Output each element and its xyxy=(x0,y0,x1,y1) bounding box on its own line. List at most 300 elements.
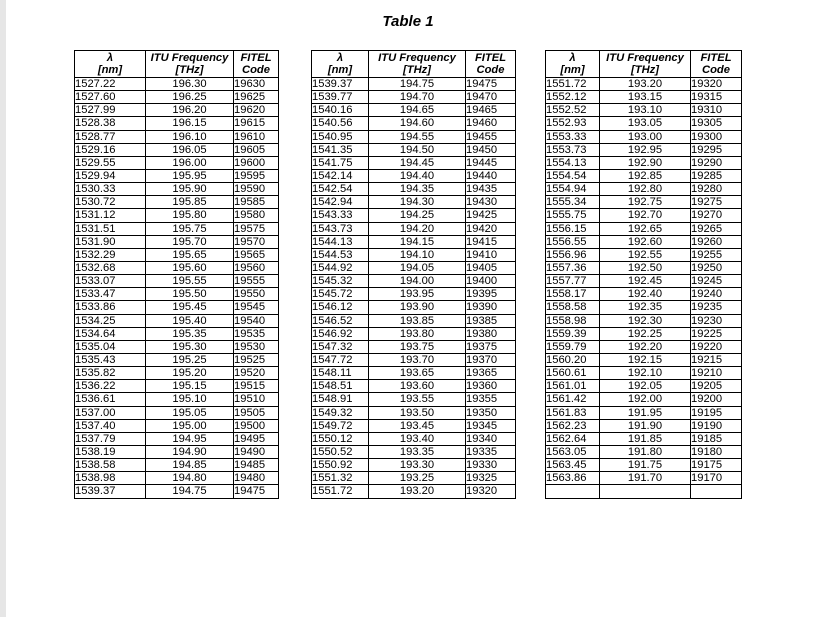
table-row xyxy=(312,406,516,419)
wavelength-cell: 1545.32 xyxy=(312,275,369,288)
table-row xyxy=(312,472,516,485)
wavelength-cell: 1528.38 xyxy=(75,117,146,130)
fitel-code-cell: 19620 xyxy=(234,104,279,117)
fitel-code-cell: 19330 xyxy=(466,459,516,472)
frequency-cell: 192.30 xyxy=(600,314,691,327)
frequency-cell: 192.25 xyxy=(600,327,691,340)
header-lambda: λ [nm] xyxy=(75,51,146,78)
frequency-cell: 192.00 xyxy=(600,393,691,406)
wavelength-cell: 1551.72 xyxy=(546,78,600,91)
wavelength-cell: 1535.43 xyxy=(75,353,146,366)
fitel-code-cell: 19250 xyxy=(691,261,742,274)
table-row xyxy=(75,130,279,143)
fitel-code-cell: 19560 xyxy=(234,261,279,274)
wavelength-cell: 1540.16 xyxy=(312,104,369,117)
table-row xyxy=(75,209,279,222)
frequency-cell: 193.50 xyxy=(369,406,466,419)
header-itu-frequency: ITU Frequency [THz] xyxy=(600,51,691,78)
wavelength-cell: 1536.61 xyxy=(75,393,146,406)
fitel-code-cell: 19535 xyxy=(234,327,279,340)
frequency-cell: 192.15 xyxy=(600,353,691,366)
table-row xyxy=(546,196,742,209)
frequency-cell xyxy=(600,485,691,498)
fitel-code-cell: 19390 xyxy=(466,301,516,314)
wavelength-cell: 1544.53 xyxy=(312,248,369,261)
wavelength-cell: 1539.77 xyxy=(312,91,369,104)
wavelength-cell: 1557.77 xyxy=(546,275,600,288)
fitel-code-cell: 19275 xyxy=(691,196,742,209)
frequency-cell: 193.45 xyxy=(369,419,466,432)
wavelength-cell: 1533.86 xyxy=(75,301,146,314)
wavelength-cell: 1553.33 xyxy=(546,130,600,143)
fitel-code-cell: 19485 xyxy=(234,459,279,472)
table-row xyxy=(546,472,742,485)
table-row xyxy=(75,183,279,196)
table-row xyxy=(546,235,742,248)
frequency-cell: 193.75 xyxy=(369,340,466,353)
table-row xyxy=(75,380,279,393)
fitel-code-cell: 19350 xyxy=(466,406,516,419)
frequency-cell: 192.60 xyxy=(600,235,691,248)
wavelength-cell: 1527.60 xyxy=(75,91,146,104)
frequency-cell: 192.80 xyxy=(600,183,691,196)
table-row xyxy=(312,261,516,274)
fitel-code-cell: 19320 xyxy=(691,78,742,91)
table-row xyxy=(546,353,742,366)
fitel-code-cell: 19170 xyxy=(691,472,742,485)
frequency-cell: 195.45 xyxy=(146,301,234,314)
table-row xyxy=(75,445,279,458)
frequency-cell: 194.90 xyxy=(146,445,234,458)
wavelength-cell: 1563.05 xyxy=(546,445,600,458)
fitel-code-cell: 19400 xyxy=(466,275,516,288)
table-row xyxy=(75,353,279,366)
table-row xyxy=(546,380,742,393)
fitel-code-cell: 19555 xyxy=(234,275,279,288)
table-row xyxy=(75,196,279,209)
wavelength-cell: 1536.22 xyxy=(75,380,146,393)
fitel-code-cell: 19230 xyxy=(691,314,742,327)
fitel-code-cell: 19195 xyxy=(691,406,742,419)
fitel-code-cell: 19590 xyxy=(234,183,279,196)
wavelength-cell: 1556.96 xyxy=(546,248,600,261)
fitel-code-cell: 19385 xyxy=(466,314,516,327)
table-row xyxy=(312,222,516,235)
table-row xyxy=(312,380,516,393)
wavelength-cell: 1563.86 xyxy=(546,472,600,485)
wavelength-cell: 1527.22 xyxy=(75,78,146,91)
wavelength-cell: 1543.73 xyxy=(312,222,369,235)
wavelength-cell: 1538.19 xyxy=(75,445,146,458)
wavelength-cell: 1547.72 xyxy=(312,353,369,366)
frequency-cell: 196.05 xyxy=(146,143,234,156)
wavelength-cell: 1537.79 xyxy=(75,432,146,445)
table-row xyxy=(546,485,742,498)
wavelength-cell: 1556.55 xyxy=(546,235,600,248)
frequency-cell: 193.20 xyxy=(600,78,691,91)
wavelength-cell: 1561.83 xyxy=(546,406,600,419)
fitel-code-cell: 19615 xyxy=(234,117,279,130)
wavelength-cell: 1555.75 xyxy=(546,209,600,222)
wavelength-cell: 1542.54 xyxy=(312,183,369,196)
table-row xyxy=(546,130,742,143)
wavelength-cell: 1545.72 xyxy=(312,288,369,301)
wavelength-cell: 1535.04 xyxy=(75,340,146,353)
wavelength-cell: 1530.72 xyxy=(75,196,146,209)
wavelength-cell xyxy=(546,485,600,498)
frequency-cell: 191.95 xyxy=(600,406,691,419)
table-row xyxy=(546,275,742,288)
frequency-cell: 193.90 xyxy=(369,301,466,314)
frequency-cell: 191.70 xyxy=(600,472,691,485)
fitel-code-cell: 19260 xyxy=(691,235,742,248)
wavelength-cell: 1550.92 xyxy=(312,459,369,472)
table-row xyxy=(75,406,279,419)
fitel-code-cell: 19235 xyxy=(691,301,742,314)
wavelength-cell: 1533.47 xyxy=(75,288,146,301)
fitel-code-cell: 19570 xyxy=(234,235,279,248)
table-row xyxy=(312,445,516,458)
fitel-code-cell: 19305 xyxy=(691,117,742,130)
frequency-cell: 192.90 xyxy=(600,156,691,169)
frequency-cell: 195.80 xyxy=(146,209,234,222)
frequency-cell: 194.75 xyxy=(146,485,234,498)
fitel-code-cell: 19580 xyxy=(234,209,279,222)
wavelength-cell: 1554.94 xyxy=(546,183,600,196)
fitel-code-cell: 19425 xyxy=(466,209,516,222)
header-itu-frequency: ITU Frequency [THz] xyxy=(369,51,466,78)
table-row xyxy=(546,78,742,91)
fitel-code-cell: 19505 xyxy=(234,406,279,419)
fitel-code-cell: 19375 xyxy=(466,340,516,353)
fitel-code-cell: 19510 xyxy=(234,393,279,406)
header-fitel-code: FITEL Code xyxy=(466,51,516,78)
table-row xyxy=(546,209,742,222)
table-row xyxy=(312,459,516,472)
wavelength-cell: 1561.42 xyxy=(546,393,600,406)
table-row xyxy=(75,367,279,380)
wavelength-cell: 1559.39 xyxy=(546,327,600,340)
fitel-code-cell: 19285 xyxy=(691,169,742,182)
wavelength-cell: 1534.64 xyxy=(75,327,146,340)
frequency-cell: 193.05 xyxy=(600,117,691,130)
wavelength-cell: 1546.12 xyxy=(312,301,369,314)
fitel-code-cell: 19365 xyxy=(466,367,516,380)
table-row xyxy=(312,248,516,261)
table-row xyxy=(312,367,516,380)
header-fitel-code: FITEL Code xyxy=(691,51,742,78)
fitel-code-cell: 19175 xyxy=(691,459,742,472)
wavelength-cell: 1543.33 xyxy=(312,209,369,222)
fitel-code-cell: 19465 xyxy=(466,104,516,117)
fitel-code-cell: 19480 xyxy=(234,472,279,485)
table-title: Table 1 xyxy=(382,13,434,30)
wavelength-cell: 1538.98 xyxy=(75,472,146,485)
frequency-cell: 193.15 xyxy=(600,91,691,104)
fitel-code-cell: 19415 xyxy=(466,235,516,248)
table-row xyxy=(546,248,742,261)
fitel-code-cell: 19300 xyxy=(691,130,742,143)
table-row xyxy=(312,169,516,182)
wavelength-cell: 1554.54 xyxy=(546,169,600,182)
wavelength-cell: 1561.01 xyxy=(546,380,600,393)
table-row xyxy=(546,117,742,130)
wavelength-cell: 1533.07 xyxy=(75,275,146,288)
table-row xyxy=(75,91,279,104)
fitel-code-cell: 19335 xyxy=(466,445,516,458)
fitel-code-cell: 19325 xyxy=(466,472,516,485)
table-row xyxy=(546,301,742,314)
wavelength-cell: 1541.75 xyxy=(312,156,369,169)
table-row xyxy=(75,222,279,235)
wavelength-cell: 1557.36 xyxy=(546,261,600,274)
frequency-cell: 195.95 xyxy=(146,169,234,182)
wavelength-cell: 1559.79 xyxy=(546,340,600,353)
frequency-cell: 192.10 xyxy=(600,367,691,380)
fitel-code-cell: 19625 xyxy=(234,91,279,104)
frequency-cell: 194.00 xyxy=(369,275,466,288)
wavelength-cell: 1550.12 xyxy=(312,432,369,445)
frequency-cell: 195.10 xyxy=(146,393,234,406)
table-row xyxy=(312,301,516,314)
wavelength-cell: 1540.56 xyxy=(312,117,369,130)
fitel-code-cell: 19225 xyxy=(691,327,742,340)
table-row xyxy=(75,327,279,340)
frequency-cell: 193.10 xyxy=(600,104,691,117)
table-row xyxy=(75,235,279,248)
fitel-code-cell: 19470 xyxy=(466,91,516,104)
frequency-cell: 195.15 xyxy=(146,380,234,393)
frequency-cell: 195.25 xyxy=(146,353,234,366)
table-row xyxy=(546,459,742,472)
fitel-code-cell: 19435 xyxy=(466,183,516,196)
fitel-code-cell: 19380 xyxy=(466,327,516,340)
frequency-cell: 196.10 xyxy=(146,130,234,143)
frequency-cell: 195.35 xyxy=(146,327,234,340)
table-row xyxy=(312,104,516,117)
wavelength-cell: 1551.72 xyxy=(312,485,369,498)
fitel-code-cell: 19355 xyxy=(466,393,516,406)
table-row xyxy=(312,314,516,327)
frequency-cell: 191.75 xyxy=(600,459,691,472)
wavelength-cell: 1530.33 xyxy=(75,183,146,196)
frequency-cell: 193.85 xyxy=(369,314,466,327)
frequency-cell: 195.30 xyxy=(146,340,234,353)
fitel-code-cell: 19600 xyxy=(234,156,279,169)
wavelength-cell: 1548.11 xyxy=(312,367,369,380)
frequency-cell: 194.20 xyxy=(369,222,466,235)
fitel-code-cell: 19290 xyxy=(691,156,742,169)
table-row xyxy=(312,78,516,91)
wavelength-table-2 xyxy=(311,50,516,499)
table-row xyxy=(75,169,279,182)
frequency-cell: 192.05 xyxy=(600,380,691,393)
frequency-cell: 192.85 xyxy=(600,169,691,182)
fitel-code-cell: 19215 xyxy=(691,353,742,366)
table-row xyxy=(546,91,742,104)
wavelength-cell: 1544.13 xyxy=(312,235,369,248)
frequency-cell: 194.55 xyxy=(369,130,466,143)
table-row xyxy=(312,235,516,248)
frequency-cell: 194.85 xyxy=(146,459,234,472)
wavelength-cell: 1532.29 xyxy=(75,248,146,261)
frequency-cell: 196.30 xyxy=(146,78,234,91)
wavelength-cell: 1529.16 xyxy=(75,143,146,156)
wavelength-cell: 1563.45 xyxy=(546,459,600,472)
frequency-cell: 192.45 xyxy=(600,275,691,288)
fitel-code-cell: 19270 xyxy=(691,209,742,222)
frequency-cell: 195.50 xyxy=(146,288,234,301)
fitel-code-cell: 19500 xyxy=(234,419,279,432)
frequency-cell: 193.55 xyxy=(369,393,466,406)
table-row xyxy=(75,156,279,169)
wavelength-cell: 1552.12 xyxy=(546,91,600,104)
wavelength-cell: 1548.51 xyxy=(312,380,369,393)
fitel-code-cell: 19450 xyxy=(466,143,516,156)
table-row xyxy=(312,156,516,169)
wavelength-cell: 1546.92 xyxy=(312,327,369,340)
frequency-cell: 192.55 xyxy=(600,248,691,261)
table-row xyxy=(546,340,742,353)
frequency-cell: 194.05 xyxy=(369,261,466,274)
wavelength-cell: 1532.68 xyxy=(75,261,146,274)
fitel-code-cell: 19545 xyxy=(234,301,279,314)
table-row xyxy=(312,143,516,156)
wavelength-cell: 1531.12 xyxy=(75,209,146,222)
wavelength-cell: 1527.99 xyxy=(75,104,146,117)
table-row xyxy=(546,183,742,196)
wavelength-cell: 1560.61 xyxy=(546,367,600,380)
wavelength-cell: 1542.94 xyxy=(312,196,369,209)
fitel-code-cell: 19595 xyxy=(234,169,279,182)
fitel-code-cell: 19295 xyxy=(691,143,742,156)
fitel-code-cell: 19565 xyxy=(234,248,279,261)
wavelength-cell: 1553.73 xyxy=(546,143,600,156)
frequency-cell: 192.95 xyxy=(600,143,691,156)
fitel-code-cell: 19460 xyxy=(466,117,516,130)
fitel-code-cell: 19265 xyxy=(691,222,742,235)
table-row xyxy=(546,314,742,327)
fitel-code-cell: 19475 xyxy=(466,78,516,91)
table-row xyxy=(75,472,279,485)
frequency-cell: 194.70 xyxy=(369,91,466,104)
wavelength-cell: 1549.32 xyxy=(312,406,369,419)
frequency-cell: 195.75 xyxy=(146,222,234,235)
frequency-cell: 192.70 xyxy=(600,209,691,222)
wavelength-cell: 1552.52 xyxy=(546,104,600,117)
wavelength-cell: 1554.13 xyxy=(546,156,600,169)
frequency-cell: 195.05 xyxy=(146,406,234,419)
frequency-cell: 193.40 xyxy=(369,432,466,445)
frequency-cell: 194.10 xyxy=(369,248,466,261)
table-row xyxy=(75,261,279,274)
wavelength-cell: 1534.25 xyxy=(75,314,146,327)
fitel-code-cell: 19410 xyxy=(466,248,516,261)
wavelength-cell: 1558.98 xyxy=(546,314,600,327)
table-row xyxy=(75,419,279,432)
table-row xyxy=(75,340,279,353)
frequency-cell: 193.65 xyxy=(369,367,466,380)
table-row xyxy=(312,196,516,209)
frequency-cell: 192.35 xyxy=(600,301,691,314)
table-row xyxy=(312,353,516,366)
fitel-code-cell: 19310 xyxy=(691,104,742,117)
table-row xyxy=(312,209,516,222)
header-itu-frequency: ITU Frequency [THz] xyxy=(146,51,234,78)
table-row xyxy=(312,183,516,196)
frequency-cell: 193.80 xyxy=(369,327,466,340)
frequency-cell: 196.25 xyxy=(146,91,234,104)
frequency-cell: 193.20 xyxy=(369,485,466,498)
table-row xyxy=(546,432,742,445)
fitel-code-cell: 19420 xyxy=(466,222,516,235)
frequency-cell: 191.80 xyxy=(600,445,691,458)
wavelength-cell: 1552.93 xyxy=(546,117,600,130)
wavelength-cell: 1539.37 xyxy=(75,485,146,498)
fitel-code-cell: 19515 xyxy=(234,380,279,393)
fitel-code-cell: 19430 xyxy=(466,196,516,209)
fitel-code-cell: 19575 xyxy=(234,222,279,235)
wavelength-cell: 1537.00 xyxy=(75,406,146,419)
fitel-code-cell: 19530 xyxy=(234,340,279,353)
wavelength-cell: 1529.94 xyxy=(75,169,146,182)
table-row xyxy=(75,459,279,472)
frequency-cell: 193.35 xyxy=(369,445,466,458)
table-row xyxy=(75,485,279,498)
wavelength-cell: 1546.52 xyxy=(312,314,369,327)
fitel-code-cell: 19540 xyxy=(234,314,279,327)
header-lambda: λ [nm] xyxy=(312,51,369,78)
wavelength-cell: 1549.72 xyxy=(312,419,369,432)
table-row xyxy=(312,275,516,288)
fitel-code-cell: 19345 xyxy=(466,419,516,432)
wavelength-cell: 1562.23 xyxy=(546,419,600,432)
fitel-code-cell: 19395 xyxy=(466,288,516,301)
table-row xyxy=(75,275,279,288)
fitel-code-cell: 19280 xyxy=(691,183,742,196)
wavelength-cell: 1555.34 xyxy=(546,196,600,209)
table-row xyxy=(75,314,279,327)
frequency-cell: 194.35 xyxy=(369,183,466,196)
frequency-cell: 194.45 xyxy=(369,156,466,169)
wavelength-cell: 1538.58 xyxy=(75,459,146,472)
wavelength-cell: 1529.55 xyxy=(75,156,146,169)
table-row xyxy=(546,169,742,182)
fitel-code-cell: 19585 xyxy=(234,196,279,209)
fitel-code-cell: 19370 xyxy=(466,353,516,366)
table-row xyxy=(312,432,516,445)
viewer-left-edge xyxy=(0,0,6,617)
frequency-cell: 194.15 xyxy=(369,235,466,248)
frequency-cell: 192.50 xyxy=(600,261,691,274)
table-row xyxy=(546,104,742,117)
table-row xyxy=(312,130,516,143)
wavelength-cell: 1550.52 xyxy=(312,445,369,458)
table-row xyxy=(546,393,742,406)
wavelength-cell: 1542.14 xyxy=(312,169,369,182)
table-row xyxy=(312,485,516,498)
frequency-cell: 196.15 xyxy=(146,117,234,130)
table-row xyxy=(75,117,279,130)
frequency-cell: 196.20 xyxy=(146,104,234,117)
fitel-code-cell: 19255 xyxy=(691,248,742,261)
fitel-code-cell: 19220 xyxy=(691,340,742,353)
fitel-code-cell: 19630 xyxy=(234,78,279,91)
fitel-code-cell: 19495 xyxy=(234,432,279,445)
table-row xyxy=(312,419,516,432)
table-row xyxy=(546,406,742,419)
frequency-cell: 193.00 xyxy=(600,130,691,143)
